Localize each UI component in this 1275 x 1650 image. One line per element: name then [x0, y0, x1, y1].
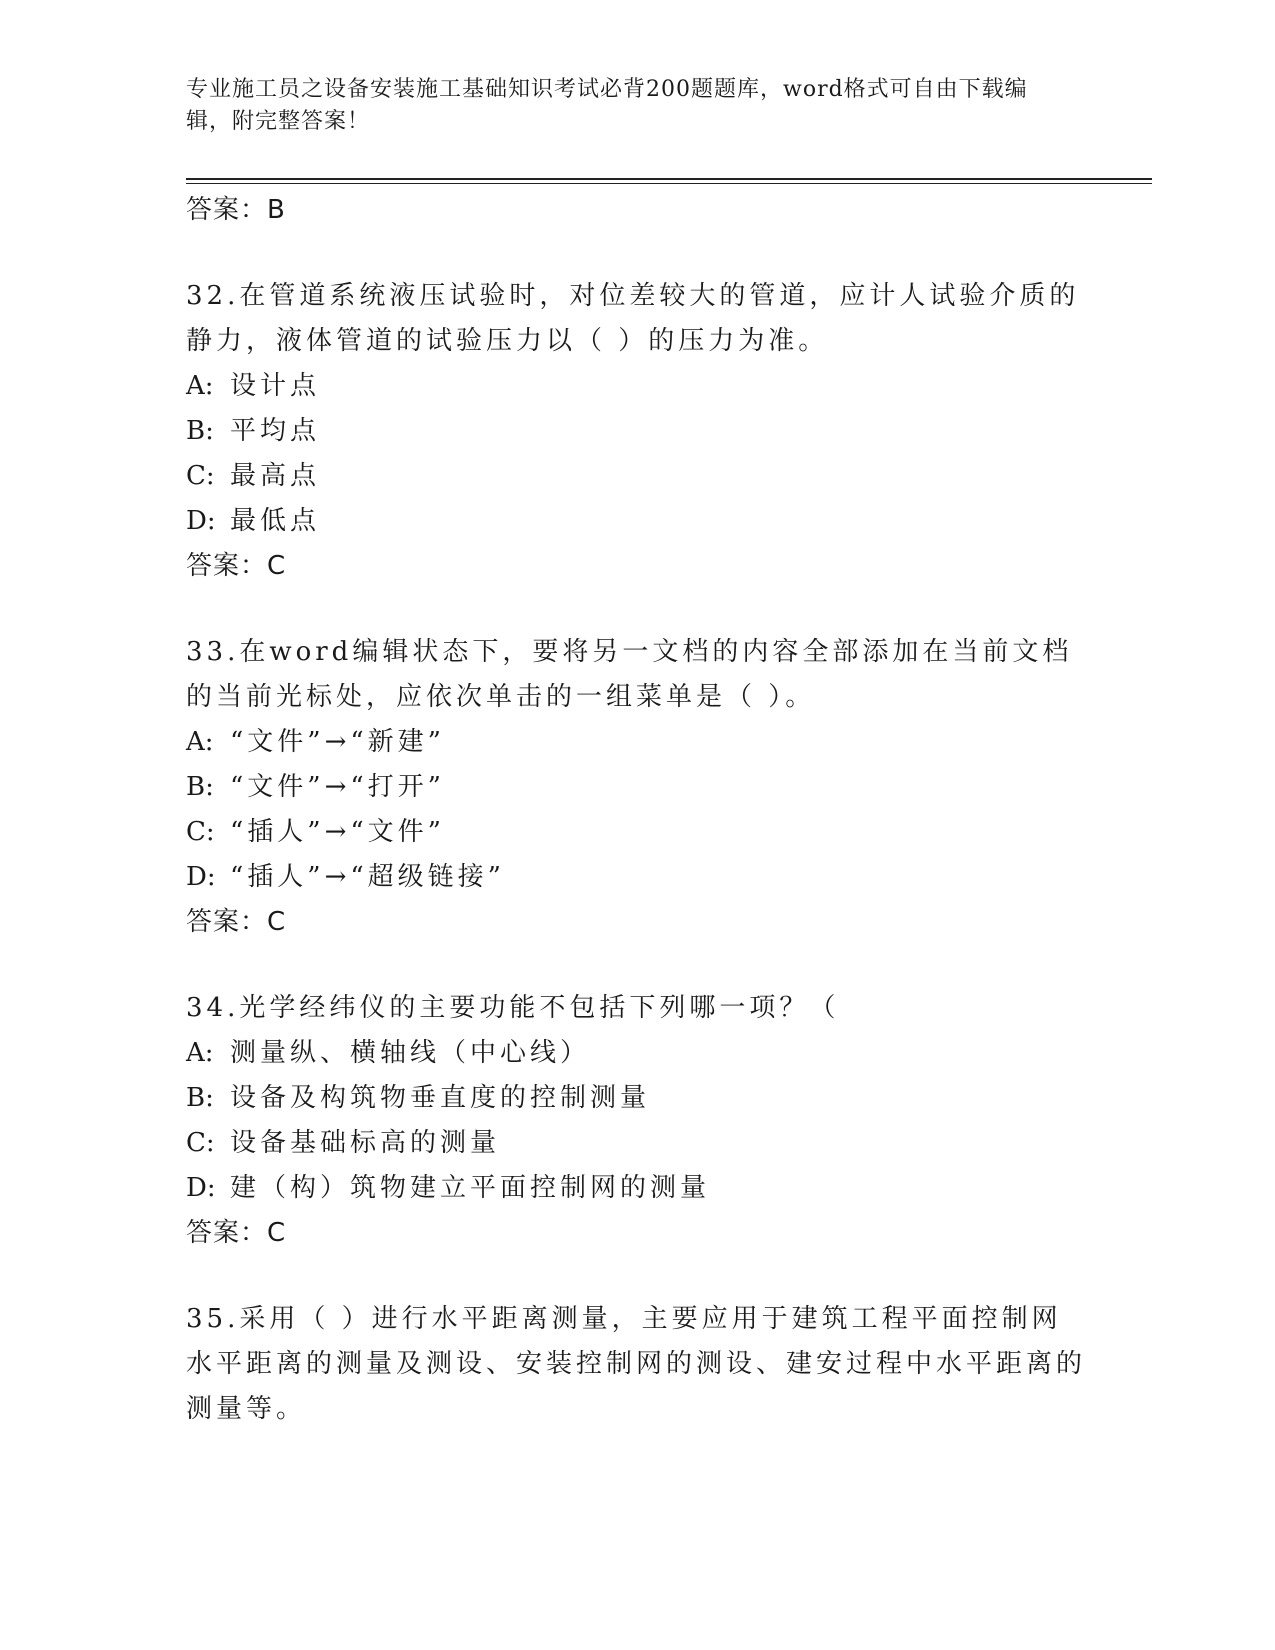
question-text: 35.采用（ ）进行水平距离测量，主要应用于建筑工程平面控制网水平距离的测量及测设、安装控制网的测设、建安过程中水平距离的测量等。	[186, 1304, 1087, 1424]
option-letter: A:	[186, 1038, 214, 1068]
question-34	[186, 986, 1086, 1256]
option-text: 最高点	[230, 461, 321, 491]
option-d	[186, 499, 1086, 544]
option-text: 设备及构筑物垂直度的控制测量	[230, 1083, 651, 1113]
option-c	[186, 810, 1086, 855]
option-text: 测量纵、横轴线（中心线）	[230, 1038, 591, 1068]
option-letter: B:	[186, 772, 214, 802]
option-letter: C:	[186, 1128, 215, 1158]
option-text: “插人”→“文件”	[230, 817, 445, 847]
question-32	[186, 274, 1086, 589]
option-c	[186, 454, 1086, 499]
document-header: 专业施工员之设备安装施工基础知识考试必背200题题库，word格式可自由下载编辑，附完整答案！	[186, 77, 1028, 134]
option-text: 平均点	[230, 416, 321, 446]
option-d	[186, 855, 1086, 900]
header-rule-thin	[186, 183, 1152, 184]
option-text: “文件”→“打开”	[230, 772, 445, 802]
question-33	[186, 630, 1086, 945]
option-a	[186, 364, 1086, 409]
option-letter: A:	[186, 727, 214, 757]
option-text: 设备基础标高的测量	[230, 1128, 501, 1158]
option-letter: B:	[186, 416, 214, 446]
option-text: “文件”→“新建”	[230, 727, 445, 757]
answer-line: 答案：C	[186, 1218, 287, 1248]
question-35	[186, 1297, 1086, 1432]
option-letter: D:	[186, 862, 216, 892]
option-b	[186, 765, 1086, 810]
document-body	[186, 188, 1086, 1432]
option-letter: C:	[186, 817, 215, 847]
option-d	[186, 1166, 1086, 1211]
option-letter: D:	[186, 1173, 216, 1203]
option-letter: B:	[186, 1083, 214, 1113]
answer-line: 答案：C	[186, 551, 287, 581]
question-text: 34.光学经纬仪的主要功能不包括下列哪一项？（	[186, 993, 840, 1023]
answer-line: 答案：C	[186, 907, 287, 937]
option-text: 建（构）筑物建立平面控制网的测量	[230, 1173, 711, 1203]
option-letter: A:	[186, 371, 214, 401]
answer-line: 答案：B	[186, 195, 286, 225]
option-letter: C:	[186, 461, 215, 491]
option-text: 设计点	[230, 371, 321, 401]
option-text: “插人”→“超级链接”	[230, 862, 505, 892]
option-c	[186, 1121, 1086, 1166]
option-b	[186, 409, 1086, 454]
option-b	[186, 1076, 1086, 1121]
option-text: 最低点	[230, 506, 321, 536]
header-rule-thick	[186, 178, 1152, 180]
option-letter: D:	[186, 506, 216, 536]
option-a	[186, 720, 1086, 765]
option-a	[186, 1031, 1086, 1076]
question-text: 33.在word编辑状态下，要将另一文档的内容全部添加在当前文档的当前光标处，应依次单击的一组菜单是（ ）。	[186, 637, 1073, 712]
question-text: 32.在管道系统液压试验时，对位差较大的管道，应计人试验介质的静力，液体管道的试验压力以（ ）的压力为准。	[186, 281, 1080, 356]
